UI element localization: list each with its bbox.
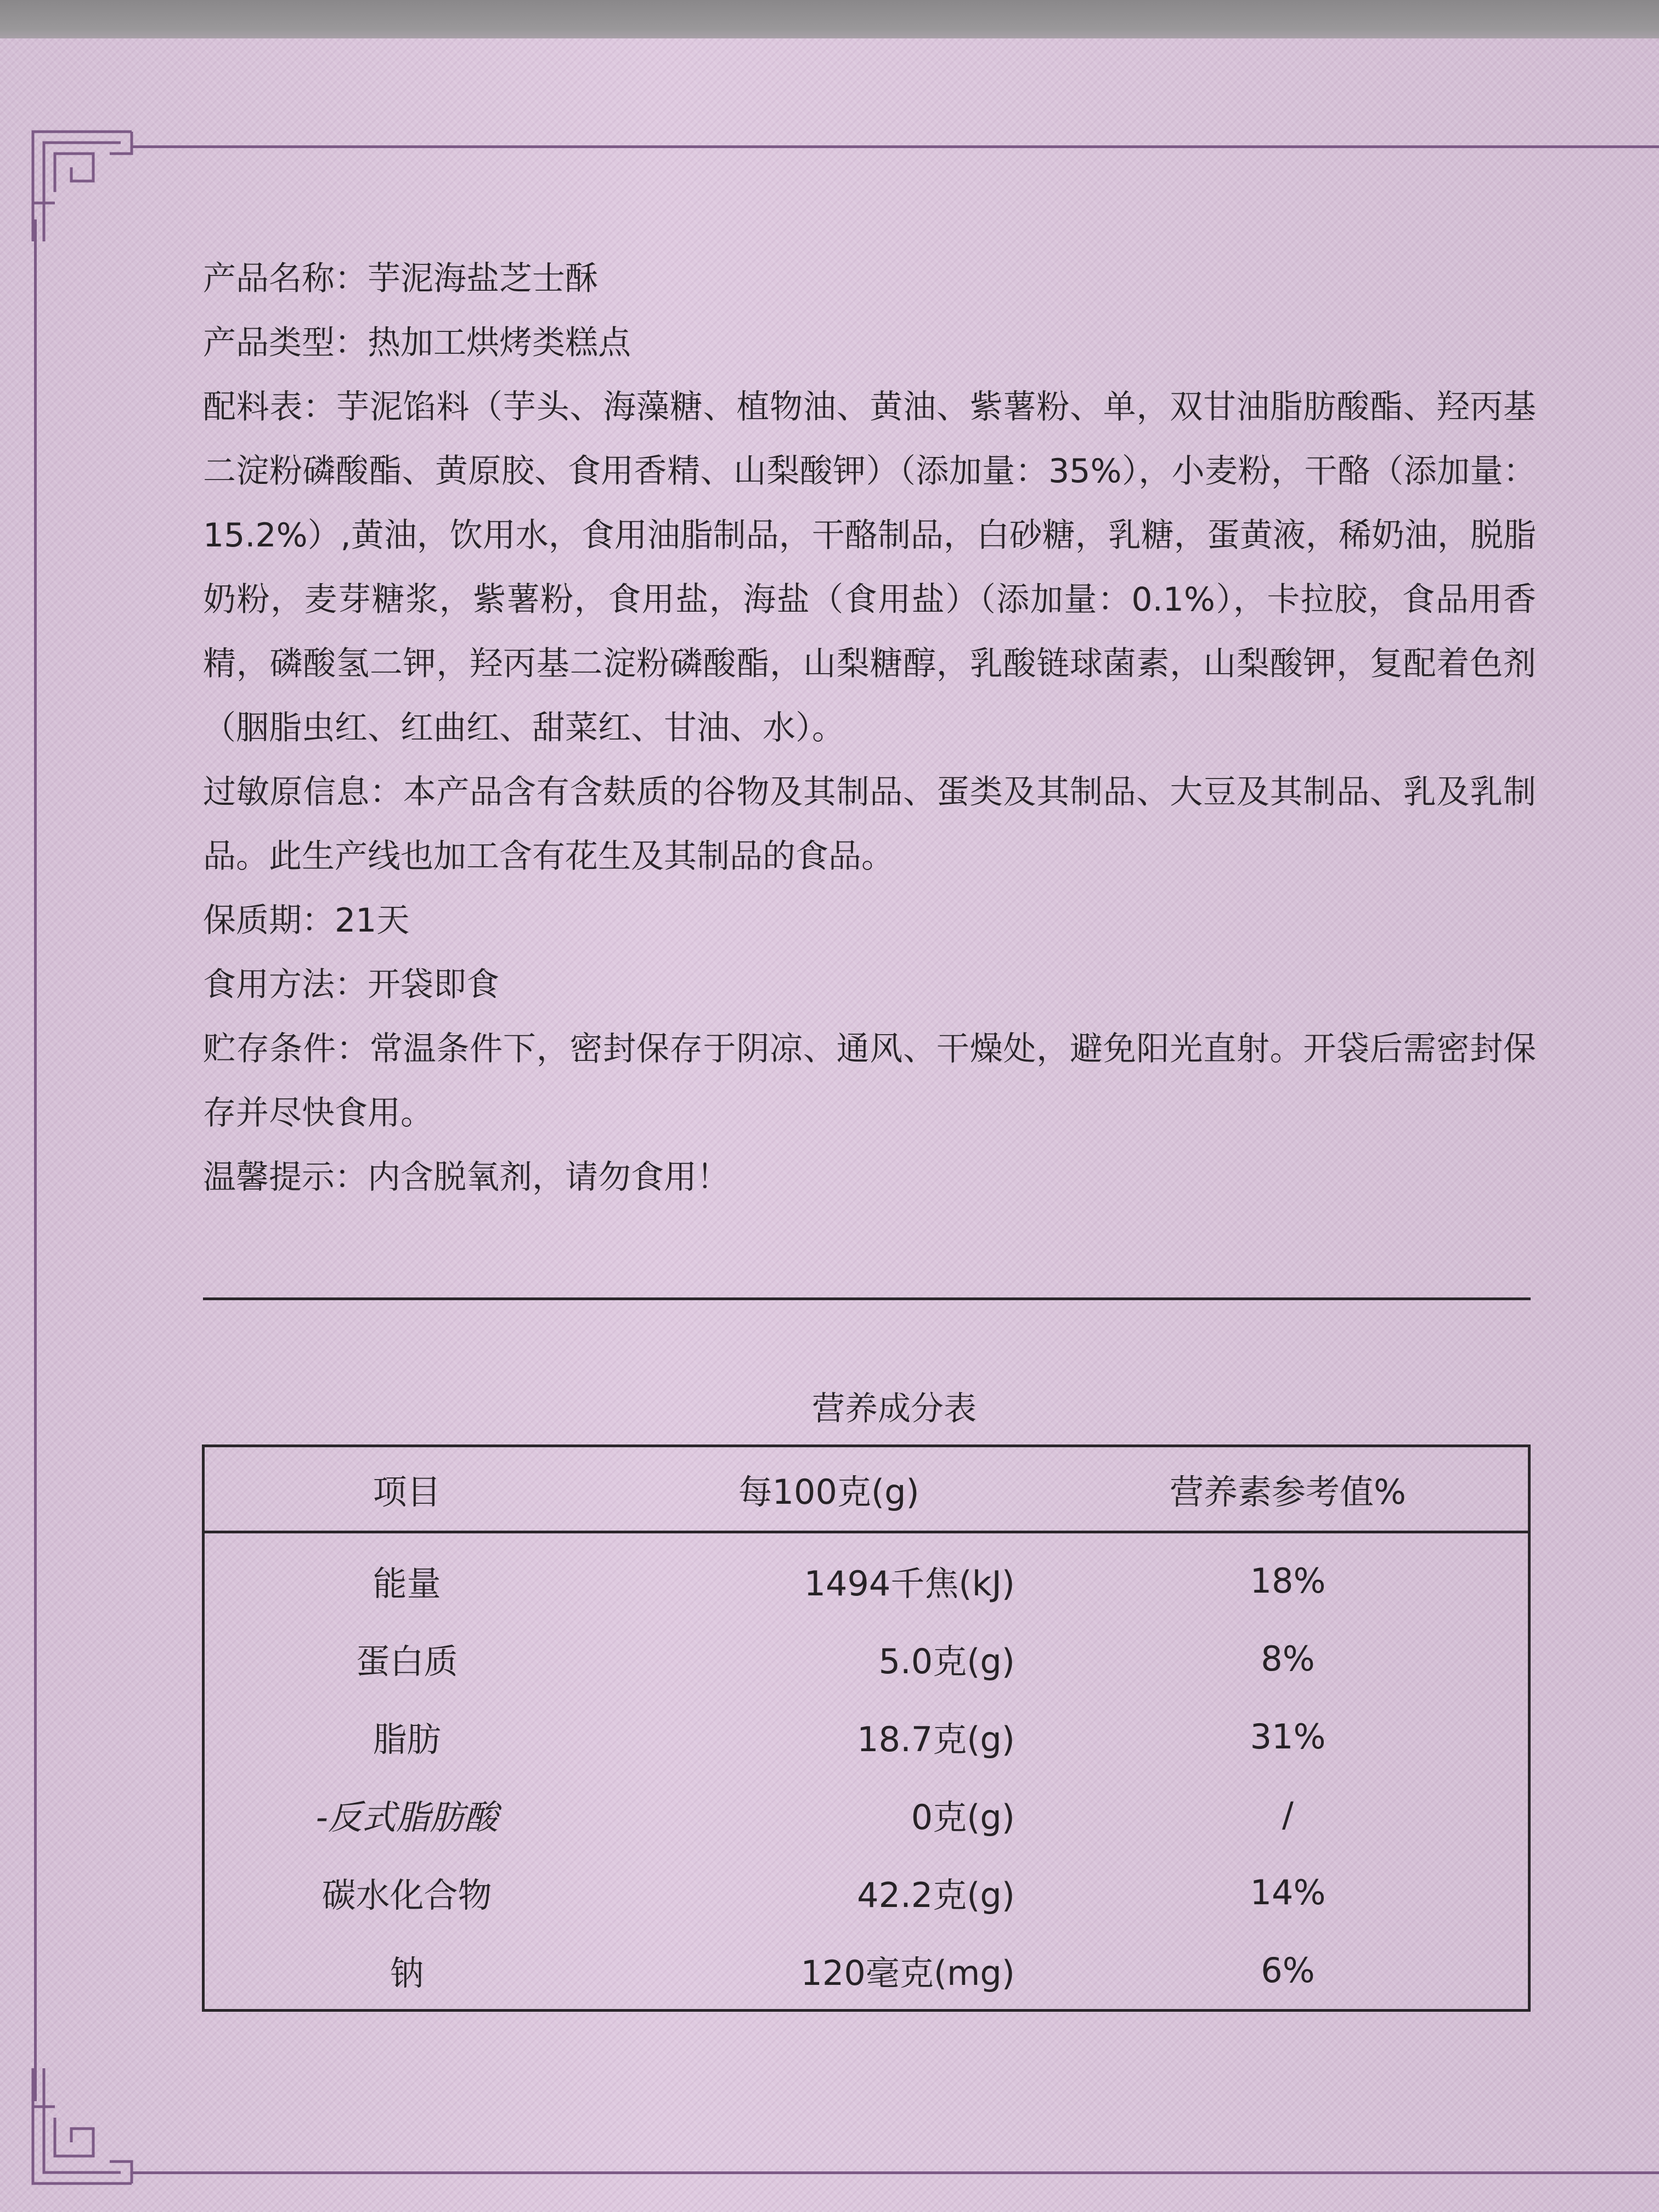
corner-ornament-bottom-left	[16, 2068, 148, 2194]
nutrient-amount: 0克(g)	[911, 1797, 1015, 1837]
header-nrv: 营养素参考值%	[1048, 1446, 1530, 1532]
nutrient-nrv: 18%	[1250, 1560, 1326, 1601]
frame-bottom-line	[132, 2171, 1659, 2174]
nutrient-nrv: 31%	[1250, 1716, 1326, 1757]
nutrient-nrv: 14%	[1250, 1872, 1326, 1912]
info-line-warning: 温馨提示：内含脱氧剂，请勿食用！	[203, 1158, 730, 1197]
nutrition-table-title: 营养成分表	[812, 1390, 977, 1428]
nutrient-nrv: 6%	[1261, 1950, 1315, 1990]
table-row	[204, 1853, 1530, 1931]
nutrient-name: 蛋白质	[356, 1641, 458, 1681]
header-per-100g: 每100克(g)	[609, 1446, 1048, 1532]
info-line-shelf-life: 保质期：21天	[203, 901, 410, 940]
info-line-product-name: 产品名称：芋泥海盐芝士酥	[203, 259, 598, 298]
info-line-allergens: 过敏原信息：本产品含有含麸质的谷物及其制品、蛋类及其制品、大豆及其制品、乳及乳制品。此生产线也加工含有花生及其制品的食品。	[203, 773, 1537, 876]
header-item: 项目	[204, 1446, 610, 1532]
nutrient-nrv: /	[1282, 1794, 1294, 1835]
section-divider	[203, 1297, 1531, 1300]
nutrition-header-row	[204, 1446, 1530, 1532]
info-line-ingredients: 配料表：芋泥馅料（芋头、海藻糖、植物油、黄油、紫薯粉、单，双甘油脂肪酸酯、羟丙基二淀粉磷酸酯、黄原胶、食用香精、山梨酸钾）（添加量：35%），小麦粉，干酪（添加量：15.2%）,黄油，饮用水，食用油脂制品，干酪制品，白砂糖，乳糖，蛋黄液，稀奶油，脱脂奶粉，麦芽糖浆，紫薯粉，食用盐，海盐（食用盐）（添加量：0.1%），卡拉胶，食品用香精，磷酸氢二钾，羟丙基二淀粉磷酸酯，山梨糖醇，乳酸链球菌素，山梨酸钾，复配着色剂（胭脂虫红、红曲红、甜菜红、甘油、水）。	[203, 388, 1536, 747]
info-line-product-type: 产品类型：热加工烘烤类糕点	[203, 324, 631, 362]
frame-left-line	[34, 219, 37, 2101]
nutrient-name: 能量	[373, 1563, 441, 1604]
nutrient-amount: 18.7克(g)	[857, 1719, 1015, 1759]
nutrient-name: 钠	[390, 1953, 424, 1993]
info-line-storage: 贮存条件：常温条件下，密封保存于阴凉、通风、干燥处，避免阳光直射。开袋后需密封保存并尽快食用。	[203, 1030, 1537, 1132]
nutrient-name: 脂肪	[373, 1719, 441, 1759]
table-row	[204, 1931, 1530, 2011]
nutrient-amount: 5.0克(g)	[878, 1641, 1015, 1681]
nutrient-name: 碳水化合物	[321, 1875, 492, 1915]
nutrient-amount: 1494千焦(kJ)	[804, 1563, 1015, 1604]
nutrient-amount: 42.2克(g)	[857, 1875, 1015, 1915]
table-row	[204, 1775, 1530, 1853]
frame-top-line	[132, 145, 1659, 148]
table-row	[204, 1532, 1530, 1620]
table-row	[204, 1697, 1530, 1775]
nutrient-amount: 120毫克(mg)	[800, 1953, 1015, 1993]
corner-ornament-top-left	[16, 121, 148, 241]
nutrient-name: -反式脂肪酸	[315, 1797, 498, 1837]
product-info-block	[203, 247, 1536, 1210]
info-line-usage: 食用方法：开袋即食	[203, 966, 499, 1004]
table-row	[204, 1620, 1530, 1697]
nutrient-nrv: 8%	[1261, 1638, 1315, 1679]
nutrition-table	[202, 1444, 1531, 2012]
